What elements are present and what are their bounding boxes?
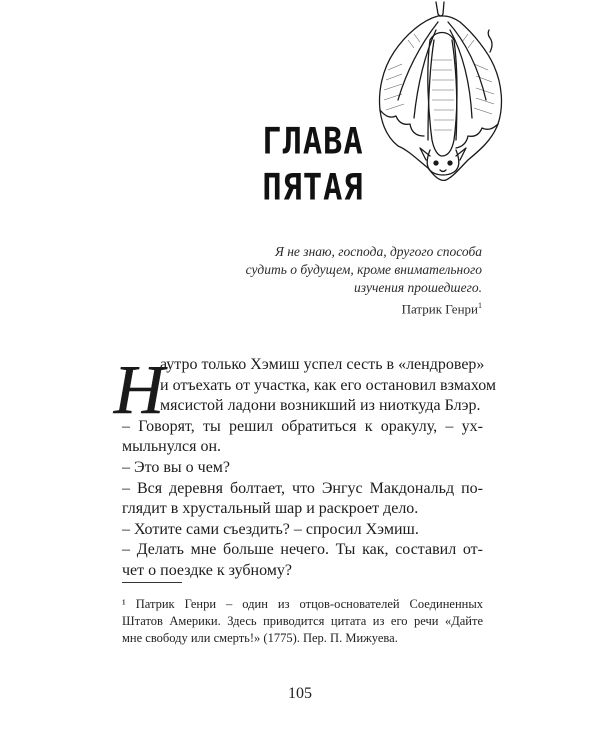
body-line: – Вся деревня болтает, что Энгус Макдональд по- <box>122 479 483 497</box>
epigraph-line: изучения прошедшего. <box>354 280 482 295</box>
hanging-bat-icon <box>368 0 518 200</box>
body-line: мясистой ладони возникший из ниоткуда Блэр. <box>160 397 481 415</box>
epigraph-line: Я не знаю, господа, другого способа <box>274 244 482 259</box>
footnote-divider <box>122 582 182 583</box>
chapter-title-line1: ГЛАВА <box>262 119 364 163</box>
footnote-marker: 1 <box>478 301 482 310</box>
body-line: глядит в хрустальный шар и раскроет дело. <box>122 500 419 518</box>
epigraph-author-name: Патрик Генри <box>401 301 478 317</box>
body-line: и отъехать от участка, как его остановил взмахом <box>160 376 497 394</box>
epigraph-author <box>402 301 482 317</box>
footnote-line: Штатов Америки. Здесь приводится цитата из его речи «Дайте <box>122 614 483 628</box>
footnote <box>122 596 483 647</box>
chapter-title-line2: ПЯТАЯ <box>262 165 364 209</box>
footnote-line: ¹ Патрик Генри – один из отцов-основателей Соединенных <box>122 597 483 611</box>
chapter-title <box>258 118 368 210</box>
body-line: аутро только Хэмиш успел сесть в «лендровер» <box>160 356 485 373</box>
drop-cap <box>113 352 165 429</box>
body-line: – Хотите сами съездить? – спросил Хэмиш. <box>122 520 419 538</box>
body-line: чет о поездке к зубному? <box>122 562 293 579</box>
epigraph-line: судить о будущем, кроме внимательного <box>245 262 482 277</box>
drop-cap-letter: Н <box>113 352 165 429</box>
epigraph <box>182 243 482 297</box>
body-line: мыльнулся он. <box>122 438 222 456</box>
body-line: – Делать мне больше нечего. Ты как, составил от- <box>122 541 483 559</box>
body-line: – Это вы о чем? <box>122 459 231 476</box>
footnote-line: мне свободу или смерть!» (1775). Пер. П. Мижуева. <box>122 631 398 645</box>
body-line: – Говорят, ты решил обратиться к оракулу, – ух- <box>122 417 483 435</box>
page-number: 105 <box>288 685 312 702</box>
